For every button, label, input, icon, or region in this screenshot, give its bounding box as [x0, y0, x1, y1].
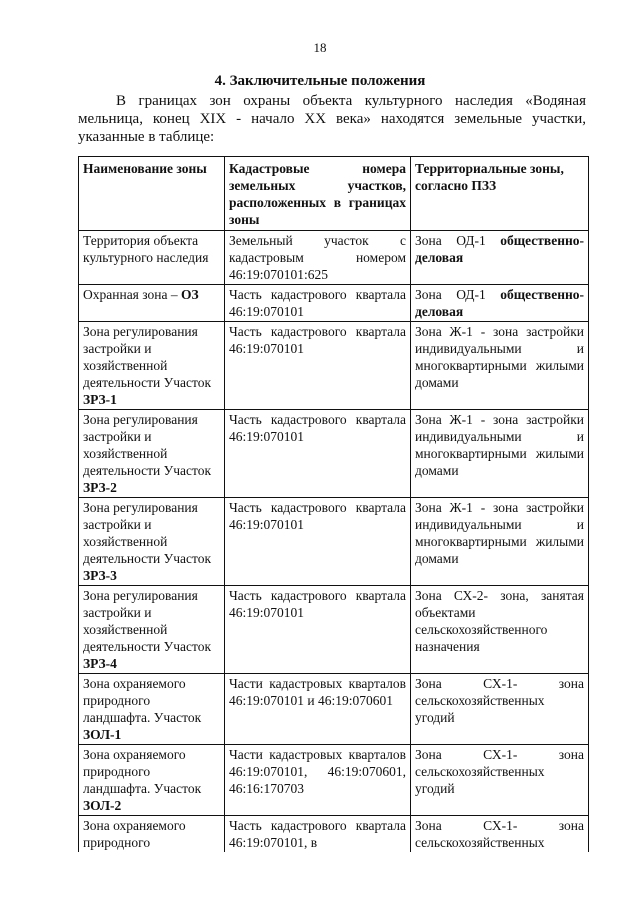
table-row [79, 498, 589, 586]
cell-cadastre: Часть кадастрового квартала 46:19:070101 [225, 322, 411, 410]
cell-zone: Зона охраняемого природного ландшафта. Участок ЗОЛ-2 [79, 745, 225, 816]
cell-pzz: Зона Ж-1 - зона застройки индивидуальными и многоквартирными жилыми домами [411, 322, 589, 410]
cell-cadastre: Часть кадастрового квартала 46:19:070101 [225, 586, 411, 674]
header-cadastre: Кадастровые номера земельных участков, расположенных в границах зоны [225, 157, 411, 231]
header-zone: Наименование зоны [79, 157, 225, 231]
cell-pzz: Зона СХ-2- зона, занятая объектами сельскохозяйственного назначения [411, 586, 589, 674]
page-number: 18 [313, 40, 327, 55]
cell-zone: Зона регулирования застройки и хозяйственной деятельности Участок ЗРЗ-3 [79, 498, 225, 586]
cell-cadastre: Части кадастровых кварталов 46:19:070101 и 46:19:070601 [225, 674, 411, 745]
table-row [79, 410, 589, 498]
table-row [79, 674, 589, 745]
cell-cadastre: Часть кадастрового квартала 46:19:070101 [225, 285, 411, 322]
table-row [79, 816, 589, 853]
cell-pzz: Зона ОД-1 общественно-деловая [411, 231, 589, 285]
cell-cadastre: Часть кадастрового квартала 46:19:070101 [225, 498, 411, 586]
cell-zone: Зона регулирования застройки и хозяйственной деятельности Участок ЗРЗ-2 [79, 410, 225, 498]
section-heading: 4. Заключительные положения [214, 73, 426, 89]
cell-zone: Зона регулирования застройки и хозяйственной деятельности Участок ЗРЗ-1 [79, 322, 225, 410]
cell-pzz: Зона СХ-1- зона сельскохозяйственных угодий [411, 674, 589, 745]
cell-pzz: Зона ОД-1 общественно-деловая [411, 285, 589, 322]
cell-zone: Охранная зона – ОЗ [79, 285, 225, 322]
table-row [79, 285, 589, 322]
table-row [79, 231, 589, 285]
cell-cadastre: Земельный участок с кадастровым номером 46:19:070101:625 [225, 231, 411, 285]
cell-cadastre: Части кадастровых кварталов 46:19:070101, 46:19:070601, 46:16:170703 [225, 745, 411, 816]
header-pzz: Территориальные зоны, согласно ПЗЗ [411, 157, 589, 231]
cell-pzz: Зона СХ-1- зона сельскохозяйственных [411, 816, 589, 853]
land-plots-table [78, 156, 589, 852]
table-header-row [79, 157, 589, 231]
table-row [79, 586, 589, 674]
cell-zone: Зона охраняемого природного [79, 816, 225, 853]
cell-zone: Зона охраняемого природного ландшафта. Участок ЗОЛ-1 [79, 674, 225, 745]
table-row [79, 322, 589, 410]
cell-zone: Зона регулирования застройки и хозяйственной деятельности Участок ЗРЗ-4 [79, 586, 225, 674]
cell-cadastre: Часть кадастрового квартала 46:19:070101, в [225, 816, 411, 853]
table-row [79, 745, 589, 816]
cell-pzz: Зона Ж-1 - зона застройки индивидуальными и многоквартирными жилыми домами [411, 410, 589, 498]
cell-cadastre: Часть кадастрового квартала 46:19:070101 [225, 410, 411, 498]
cell-zone: Территория объекта культурного наследия [79, 231, 225, 285]
intro-paragraph: В границах зон охраны объекта культурного наследия «Водяная мельница, конец XIX - начало XX века» находятся земельные участки, указанные в таблице: [78, 93, 586, 145]
cell-pzz: Зона Ж-1 - зона застройки индивидуальными и многоквартирными жилыми домами [411, 498, 589, 586]
cell-pzz: Зона СХ-1- зона сельскохозяйственных угодий [411, 745, 589, 816]
